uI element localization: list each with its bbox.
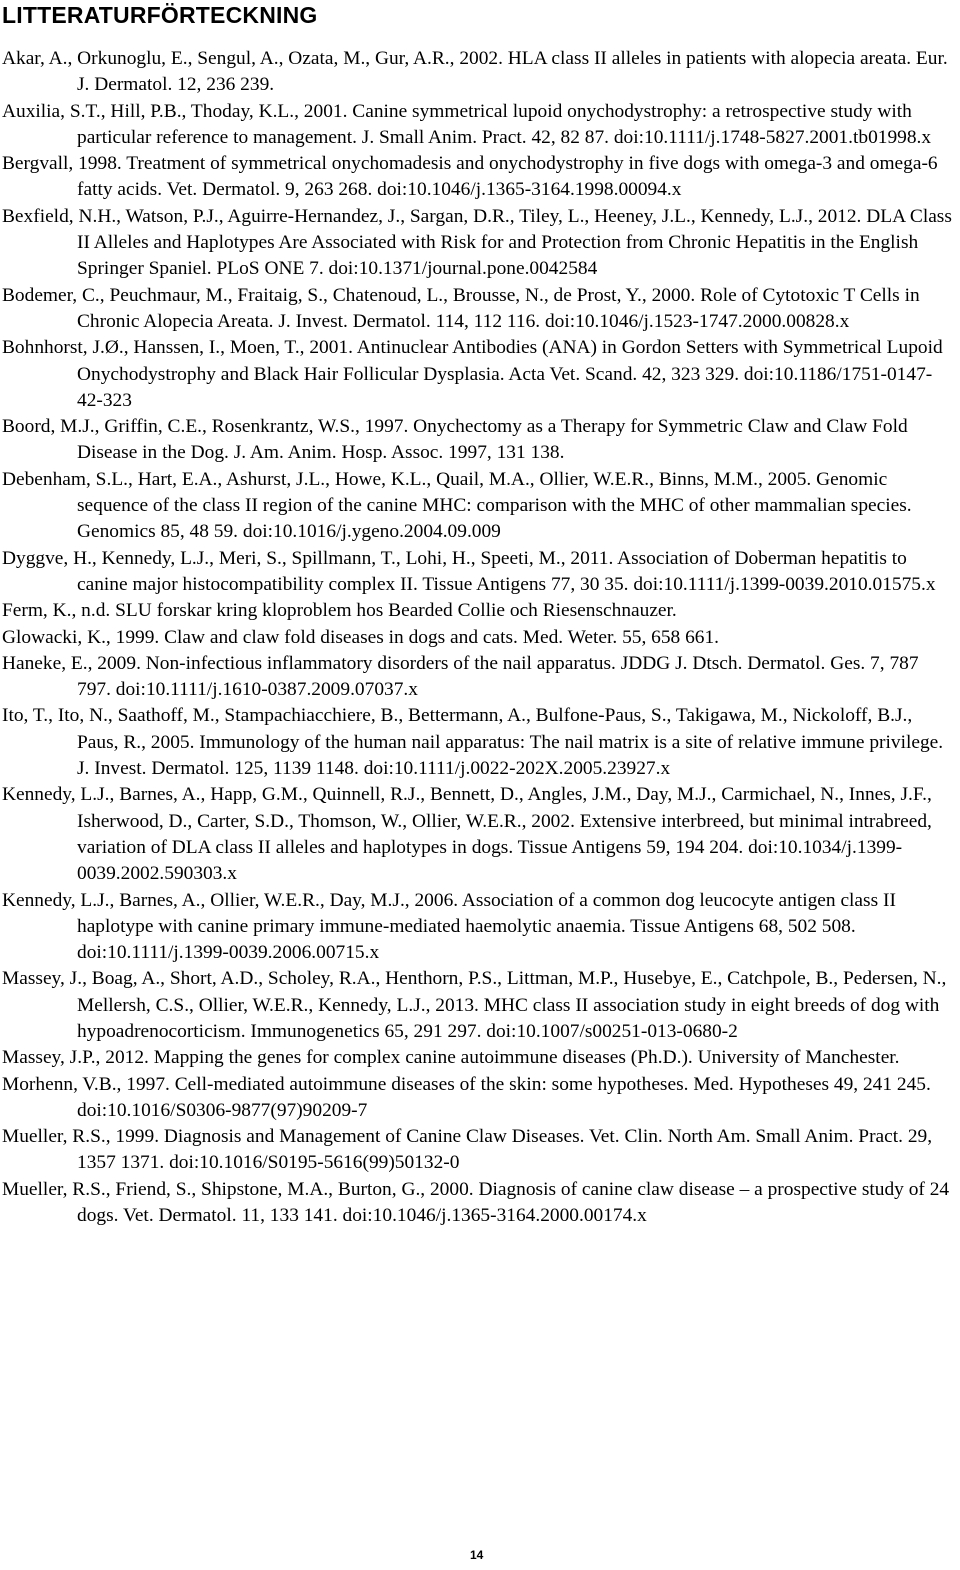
reference-item: Ito, T., Ito, N., Saathoff, M., Stampachiacchiere, B., Bettermann, A., Bulfone-Paus, S., Takigawa, M., Nickoloff, B.J., Paus, R., 2005. Immunology of the human nail apparatus: The nail matrix is a site of relative immune privilege. J. Invest. Dermatol. 125, 1139 1148. doi:10.1111/j.0022-202X.2005.23927.x xyxy=(2,705,944,780)
reference-item: Morhenn, V.B., 1997. Cell-mediated autoimmune diseases of the skin: some hypotheses. Med. Hypotheses 49, 241 245. doi:10.1016/S0306-9877(97)90209-7 xyxy=(2,1073,931,1121)
reference-item: Bohnhorst, J.Ø., Hanssen, I., Moen, T., 2001. Antinuclear Antibodies (ANA) in Gordon Setters with Symmetrical Lupoid Onychodystrophy and Black Hair Follicular Dysplasia. Acta Vet. Scand. 42, 323 329. doi:10.1186/1751-0147-42-323 xyxy=(2,337,943,411)
reference-item: Bexfield, N.H., Watson, P.J., Aguirre-Hernandez, J., Sargan, D.R., Tiley, L., Heeney, J.L., Kennedy, L.J., 2012. DLA Class II Alleles and Haplotypes Are Associated with Risk for and Protection from Chronic Hepatitis in the English Springer Spaniel. PLoS ONE 7. doi:10.1371/journal.pone.0042584 xyxy=(2,205,952,280)
reference-item: Akar, A., Orkunoglu, E., Sengul, A., Ozata, M., Gur, A.R., 2002. HLA class II alleles in patients with alopecia areata. Eur. J. Dermatol. 12, 236 239. xyxy=(2,48,948,96)
reference-item: Kennedy, L.J., Barnes, A., Ollier, W.E.R., Day, M.J., 2006. Association of a common dog leucocyte antigen class II haplotype with canine primary immune-mediated haemolytic anaemia. Tissue Antigens 68, 502 508. doi:10.1111/j.1399-0039.2006.00715.x xyxy=(2,889,896,964)
reference-item: Bergvall, 1998. Treatment of symmetrical onychomadesis and onychodystrophy in five dogs with omega-3 and omega-6 fatty acids. Vet. Dermatol. 9, 263 268. doi:10.1046/j.1365-3164.1998.00094.x xyxy=(2,153,938,201)
reference-item: Glowacki, K., 1999. Claw and claw fold diseases in dogs and cats. Med. Weter. 55, 658 661. xyxy=(2,626,720,648)
reference-item: Mueller, R.S., 1999. Diagnosis and Management of Canine Claw Diseases. Vet. Clin. North Am. Small Anim. Pract. 29, 1357 1371. doi:10.1016/S0195-5616(99)50132-0 xyxy=(2,1126,933,1174)
reference-item: Massey, J., Boag, A., Short, A.D., Scholey, R.A., Henthorn, P.S., Littman, M.P., Husebye, E., Catchpole, B., Pedersen, N., Mellersh, C.S., Ollier, W.E.R., Kennedy, L.J., 2013. MHC class II association study in eight breeds of dog with hypoadrenocorticism. Immunogenetics 65, 291 297. doi:10.1007/s00251-013-0680-2 xyxy=(2,968,947,1042)
reference-item: Boord, M.J., Griffin, C.E., Rosenkrantz, W.S., 1997. Onychectomy as a Therapy for Symmetric Claw and Claw Fold Disease in the Dog. J. Am. Anim. Hosp. Assoc. 1997, 131 138. xyxy=(2,416,908,464)
reference-list xyxy=(2,46,952,1229)
page-number: 14 xyxy=(470,1548,484,1562)
reference-item: Dyggve, H., Kennedy, L.J., Meri, S., Spillmann, T., Lohi, H., Speeti, M., 2011. Association of Doberman hepatitis to canine major histocompatibility complex II. Tissue Antigens 77, 30 35. doi:10.1111/j.1399-0039.2010.01575.x xyxy=(2,547,936,595)
page-heading: LITTERATURFÖRTECKNING xyxy=(2,2,318,28)
reference-item: Mueller, R.S., Friend, S., Shipstone, M.A., Burton, G., 2000. Diagnosis of canine claw disease – a prospective study of 24 dogs. Vet. Dermatol. 11, 133 141. doi:10.1046/j.1365-3164.2000.00174.x xyxy=(2,1178,950,1227)
reference-item: Ferm, K., n.d. SLU forskar kring kloproblem hos Bearded Collie och Riesenschnauzer. xyxy=(2,600,677,622)
reference-item: Bodemer, C., Peuchmaur, M., Fraitaig, S., Chatenoud, L., Brousse, N., de Prost, Y., 2000. Role of Cytotoxic T Cells in Chronic Alopecia Areata. J. Invest. Dermatol. 114, 112 116. doi:10.1046/j.1523-1747.2000.00828.x xyxy=(2,284,920,332)
reference-item: Kennedy, L.J., Barnes, A., Happ, G.M., Quinnell, R.J., Bennett, D., Angles, J.M., Day, M.J., Carmichael, N., Innes, J.F., Isherwood, D., Carter, S.D., Thomson, W., Ollier, W.E.R., 2002. Extensive interbreed, but minimal intrabreed, variation of DLA class II alleles and haplotypes in dogs. Tissue Antigens 59, 194 204. doi:10.1034/j.1399-0039.2002.590303.x xyxy=(2,784,932,885)
reference-item: Auxilia, S.T., Hill, P.B., Thoday, K.L., 2001. Canine symmetrical lupoid onychodystrophy: a retrospective study with particular reference to management. J. Small Anim. Pract. 42, 82 87. doi:10.1111/j.1748-5827.2001.tb01998.x xyxy=(2,100,932,148)
reference-item: Debenham, S.L., Hart, E.A., Ashurst, J.L., Howe, K.L., Quail, M.A., Ollier, W.E.R., Binns, M.M., 2005. Genomic sequence of the class II region of the canine MHC: comparison with the MHC of other mammalian species. Genomics 85, 48 59. doi:10.1016/j.ygeno.2004.09.009 xyxy=(2,468,912,543)
reference-item: Haneke, E., 2009. Non-infectious inflammatory disorders of the nail apparatus. JDDG J. Dtsch. Dermatol. Ges. 7, 787 797. doi:10.1111/j.1610-0387.2009.07037.x xyxy=(2,652,919,701)
reference-item: Massey, J.P., 2012. Mapping the genes for complex canine autoimmune diseases (Ph.D.). University of Manchester. xyxy=(2,1047,900,1069)
